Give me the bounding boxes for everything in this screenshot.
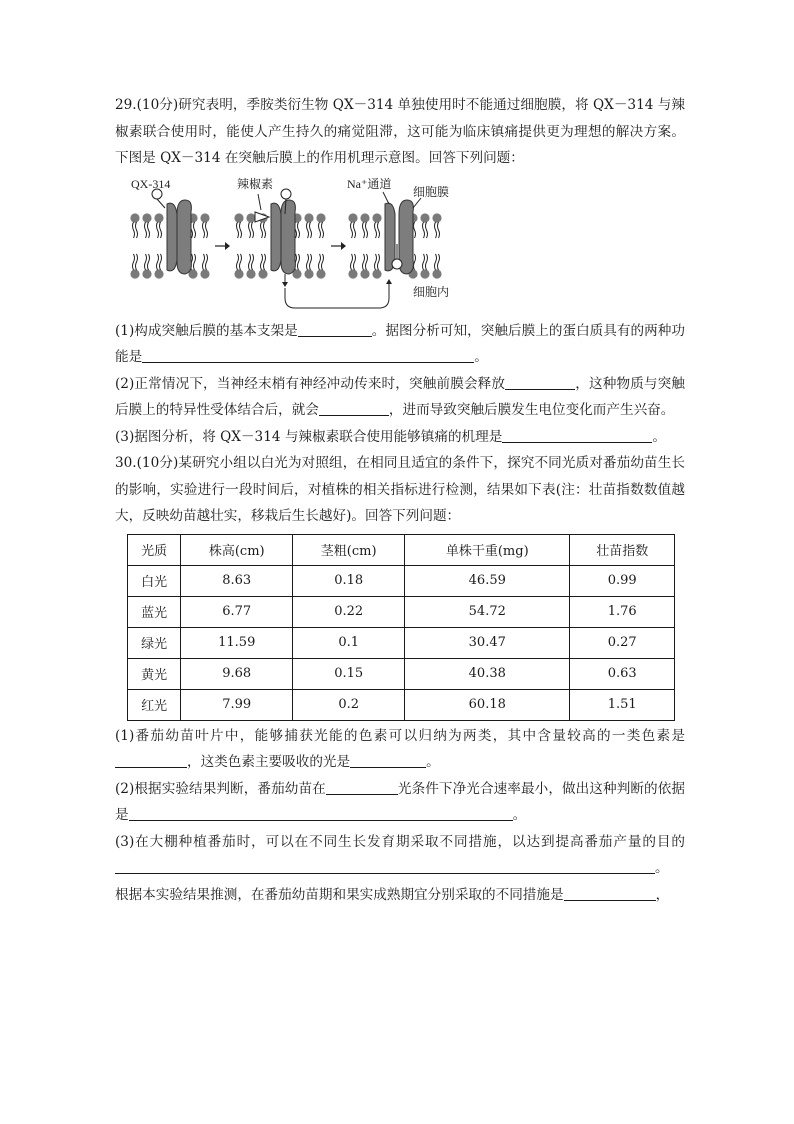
table-cell: 白光 <box>128 565 181 596</box>
table-cell: 黄光 <box>128 658 181 689</box>
answer-blank[interactable] <box>129 807 513 821</box>
table-cell: 0.22 <box>293 596 405 627</box>
table-cell: 0.18 <box>293 565 405 596</box>
q30-intro: 30.(10分)某研究小组以白光为对照组，在相同且适宜的条件下，探究不同光质对番茄幼苗生长的影响，实验进行一段时间后，对植株的相关指标进行检测，结果如下表(注：壮苗指数数值越大，反映幼苗越壮实，移栽后生长越好)。回答下列问题： <box>115 455 685 524</box>
answer-blank[interactable] <box>115 860 655 874</box>
table-cell: 1.76 <box>570 596 675 627</box>
table-cell: 0.99 <box>570 565 675 596</box>
table-cell: 8.63 <box>181 565 293 596</box>
table-cell: 54.72 <box>405 596 570 627</box>
arrow-right-icon <box>331 242 346 250</box>
table-cell: 11.59 <box>181 627 293 658</box>
table-cell: 0.2 <box>293 689 405 720</box>
answer-blank[interactable] <box>142 349 474 363</box>
q29-sub3: (3)据图分析，将 QX－314 与辣椒素联合使用能够镇痛的机理是 。 <box>115 428 666 445</box>
answer-blank[interactable] <box>502 429 652 443</box>
mechanism-figure <box>121 174 461 314</box>
table-cell: 30.47 <box>405 627 570 658</box>
column-header: 株高(cm) <box>181 534 293 565</box>
q30-sub2: (2)根据实验结果判断，番茄幼苗在 光条件下净光合速率最小，做出这种判断的依据是 。 <box>115 780 686 823</box>
table-header-row <box>128 534 675 565</box>
answer-blank[interactable] <box>564 887 656 901</box>
answer-blank[interactable] <box>319 402 389 416</box>
table-row <box>128 596 675 627</box>
table-cell: 9.68 <box>181 658 293 689</box>
table-cell: 红光 <box>128 689 181 720</box>
answer-blank[interactable] <box>326 781 398 795</box>
table-cell: 40.38 <box>405 658 570 689</box>
answer-blank[interactable] <box>350 754 426 768</box>
table-cell: 绿光 <box>128 627 181 658</box>
table-cell: 46.59 <box>405 565 570 596</box>
q30-sub1: (1)番茄幼苗叶片中，能够捕获光能的色素可以归纳为两类，其中含量较高的一类色素是，这类色素主要吸收的光是 。 <box>115 727 685 770</box>
answer-blank[interactable] <box>298 323 372 337</box>
table-cell: 1.51 <box>570 689 675 720</box>
table-cell: 60.18 <box>405 689 570 720</box>
column-header: 单株干重(mg) <box>405 534 570 565</box>
arrow-right-icon <box>215 242 230 250</box>
table-cell: 0.63 <box>570 658 675 689</box>
table-row <box>128 565 675 596</box>
table-cell: 0.27 <box>570 627 675 658</box>
label-capsaicin: 辣椒素 <box>237 176 274 191</box>
q29-sub1: (1)构成突触后膜的基本支架是 。据图分析可知，突触后膜上的蛋白质具有的两种功能是 。 <box>115 322 685 365</box>
answer-blank[interactable] <box>115 754 187 768</box>
column-header: 光质 <box>128 534 181 565</box>
label-qx314: QX-314 <box>131 176 171 191</box>
label-membrane: 细胞膜 <box>413 184 450 199</box>
exam-page <box>115 92 685 908</box>
q29-sub2: (2)正常情况下，当神经末梢有神经冲动传来时，突触前膜会释放 ，这种物质与突触后膜上的特异性受体结合后，就会 ，进而导致突触后膜发生电位变化而产生兴奋。 <box>115 375 685 418</box>
table-cell: 0.15 <box>293 658 405 689</box>
table-cell: 6.77 <box>181 596 293 627</box>
table-cell: 蓝光 <box>128 596 181 627</box>
table-row <box>128 627 675 658</box>
q30-sub3-cont: 根据本实验结果推测，在番茄幼苗期和果实成熟期宜分别采取的不同措施是 ， <box>115 886 670 903</box>
label-na-channel: Na⁺通道 <box>347 176 392 191</box>
table-row <box>128 689 675 720</box>
table-row <box>128 658 675 689</box>
table-cell: 0.1 <box>293 627 405 658</box>
answer-blank[interactable] <box>505 376 575 390</box>
table-cell: 7.99 <box>181 689 293 720</box>
results-table <box>127 534 675 721</box>
q30-sub3: (3)在大棚种植番茄时，可以在不同生长发育期采取不同措施，以达到提高番茄产量的目的。 <box>115 833 685 876</box>
membrane-diagram <box>121 174 461 314</box>
column-header: 壮苗指数 <box>570 534 675 565</box>
return-arrow-icon <box>285 279 392 308</box>
label-inside: 细胞内 <box>413 284 450 299</box>
column-header: 茎粗(cm) <box>293 534 405 565</box>
q29-intro: 29.(10分)研究表明，季胺类衍生物 QX－314 单独使用时不能通过细胞膜，将 QX－314 与辣椒素联合使用时，能使人产生持久的痛觉阻滞，这可能为临床镇痛提供更为理想的解决方案。下图是 QX－314 在突触后膜上的作用机理示意图。回答下列问题： <box>115 97 685 166</box>
